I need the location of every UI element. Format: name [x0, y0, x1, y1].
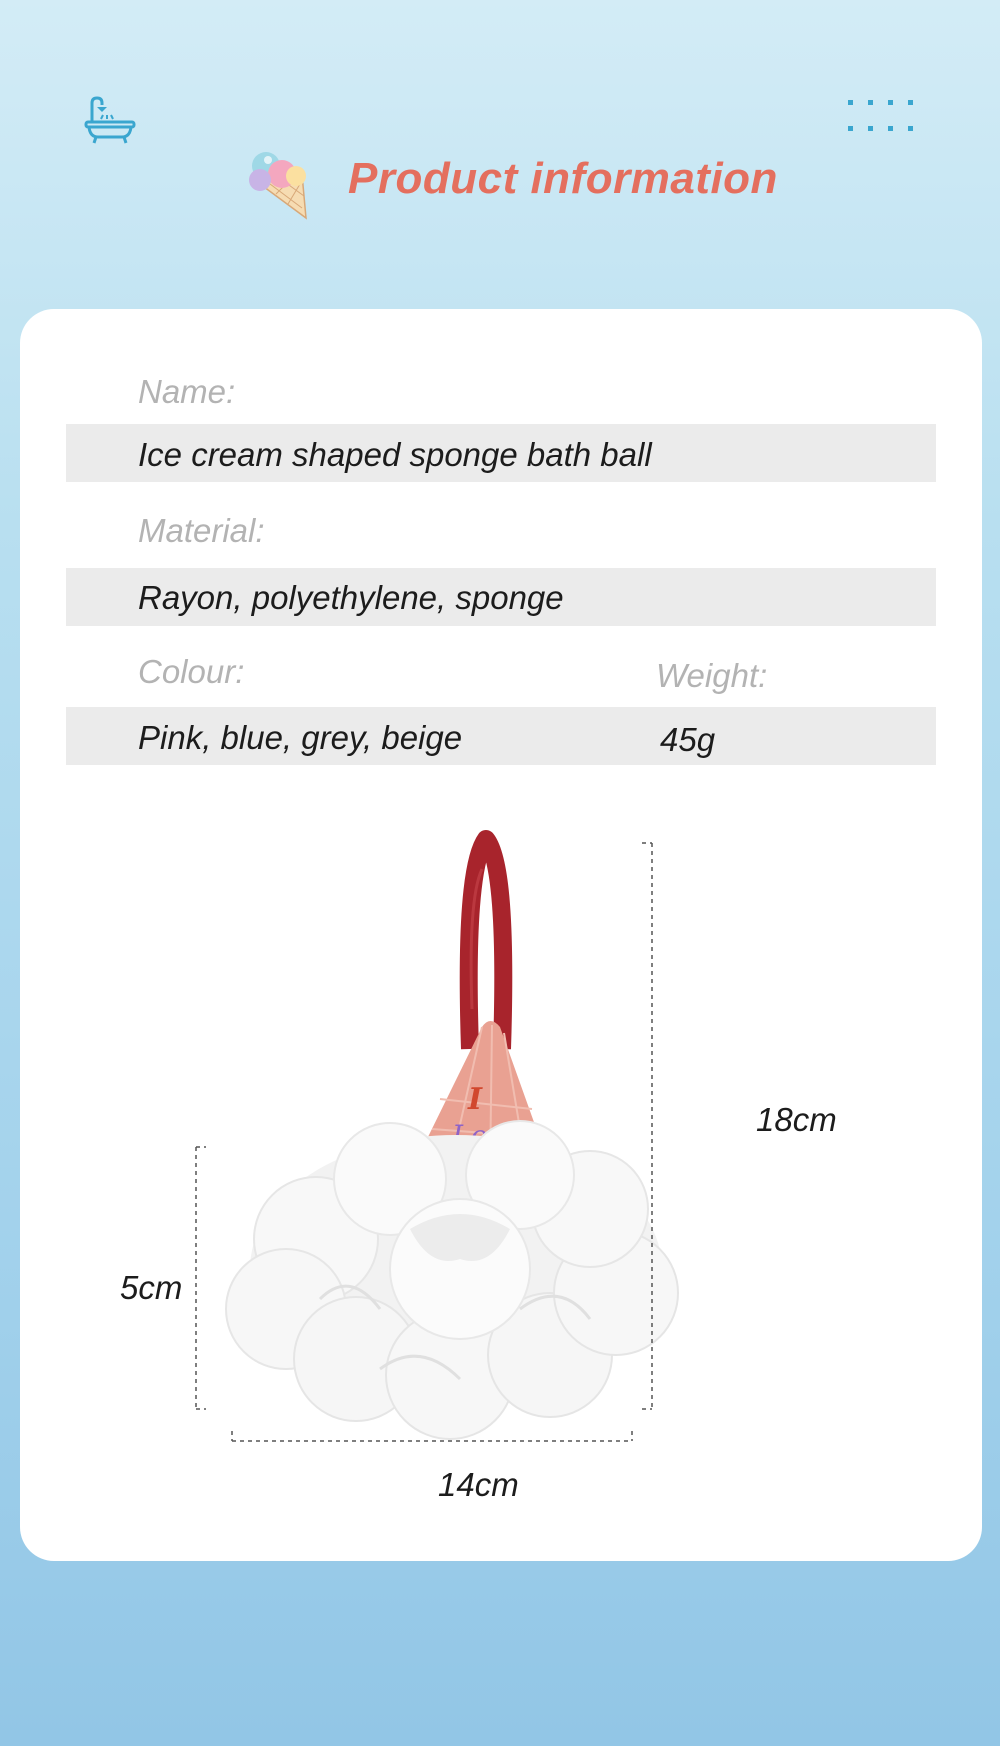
- page-title: Product information: [348, 154, 778, 203]
- colour-value: Pink, blue, grey, beige: [138, 719, 463, 756]
- white-mesh-puff: [226, 1121, 678, 1439]
- name-label: Name:: [138, 373, 236, 410]
- dimension-height-base: 5cm: [120, 1269, 183, 1306]
- ice-cream-cone-icon: [244, 144, 314, 222]
- material-value: Rayon, polyethylene, sponge: [138, 579, 564, 616]
- svg-text:I: I: [468, 1082, 483, 1117]
- weight-value: 45g: [660, 721, 716, 758]
- hanging-strap: [469, 839, 504, 1049]
- dimension-width: 14cm: [438, 1466, 519, 1503]
- product-info-card: [20, 309, 982, 1561]
- name-value: Ice cream shaped sponge bath ball: [138, 436, 652, 473]
- bathtub-shower-icon: [84, 95, 136, 145]
- material-label: Material:: [138, 512, 265, 549]
- product-illustration: [20, 309, 982, 1561]
- dot-grid-icon: [848, 100, 920, 136]
- dimension-height-total: 18cm: [756, 1101, 837, 1138]
- weight-label: Weight:: [656, 657, 768, 694]
- colour-label: Colour:: [138, 653, 245, 690]
